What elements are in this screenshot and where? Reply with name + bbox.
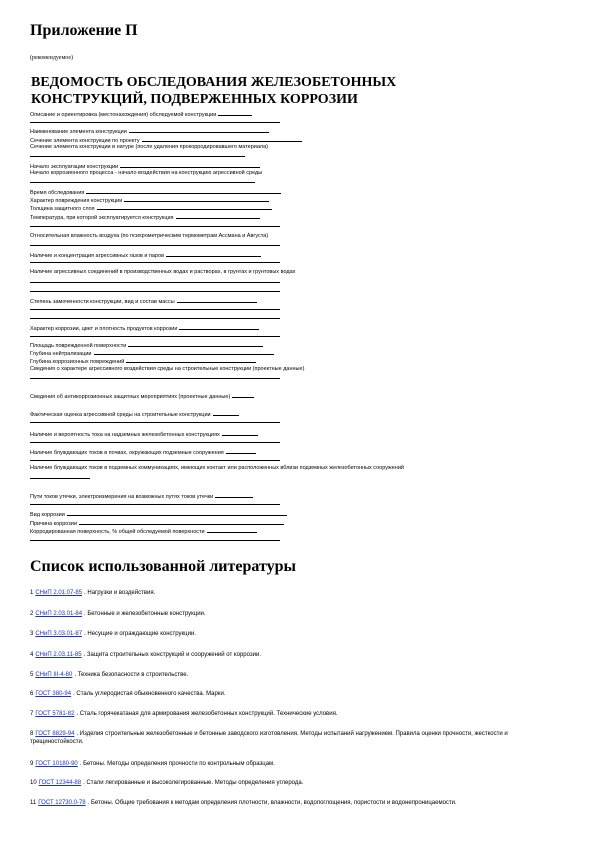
- blank-line: [30, 262, 280, 263]
- form-field: Наличие блуждающих токов в подземных коммуникациях, имеющих контакт или расположенных вблизи подземных железобетонных сооружений: [30, 465, 404, 471]
- reference-item: 4 СНиП 2.03.11-85 . Защита строительных конструкций и сооружений от коррозии.: [30, 652, 262, 658]
- form-field: Корродированная поверхность, % общей обследуемой поверхности: [30, 527, 257, 536]
- blank-line: [30, 182, 255, 183]
- recommended-note: (рекомендуемое): [30, 55, 73, 61]
- blank-line: [30, 336, 280, 337]
- form-field: Сведения о характере агрессивного воздействия среды на строительные конструкции (проектные данные): [30, 366, 305, 372]
- form-field: Сведения об антикоррозионных защитных мероприятиях (проектные данные): [30, 392, 254, 401]
- form-field: Глубина коррозионных повреждений: [30, 357, 256, 366]
- blank-line: [30, 478, 90, 479]
- form-field: Степень замоченности конструкции, вид и состав массы: [30, 297, 257, 306]
- blank-line: [30, 540, 280, 541]
- statement-title-line-2: КОНСТРУКЦИЙ, ПОДВЕРЖЕННЫХ КОРРОЗИИ: [31, 92, 358, 107]
- form-field: Характер коррозии, цвет и плотность продуктов коррозии: [30, 324, 259, 333]
- form-field: Сечение элемента конструкции в натуре (после удаления прокорродировавшего материала): [30, 144, 269, 150]
- form-field: Начало эксплуатации конструкции: [30, 162, 260, 171]
- appendix-title: Приложение П: [30, 22, 138, 39]
- blank-line: [30, 309, 280, 310]
- reference-item: 9 ГОСТ 10180-90 . Бетоны. Методы определения прочности по контрольным образцам.: [30, 761, 275, 767]
- form-field: Фактическая оценка агрессивной среды на строительные конструкции: [30, 410, 239, 419]
- reference-item: 7 ГОСТ 5781-82 . Сталь горячекатаная для армирования железобетонных конструкций. Технические условия.: [30, 711, 338, 717]
- form-field: Пути токов утечки, электроизмерения на возможных путях токов утечки: [30, 492, 253, 501]
- form-field: Относительная влажность воздуха (по психрометрическим термометрам Ассмана и Августа): [30, 233, 269, 239]
- form-field: Наличие агрессивных соединений в производственных водах и растворах, в грунтах и грунтовых водах: [30, 269, 296, 275]
- reference-item: 8 ГОСТ 8829-94 . Изделия строительные железобетонные и бетонные заводского изготовления. Методы испытаний нагружением. Правила оценки прочности, жесткости и трещиностойкости.: [30, 731, 508, 745]
- reference-item: 11 ГОСТ 12730.0-78 . Бетоны. Общие требования к методам определения плотности, влажности, водопоглощения, пористости и водонепроницаемости.: [30, 800, 457, 806]
- blank-line: [30, 504, 280, 505]
- form-field: Толщина защитного слоя: [30, 204, 272, 213]
- form-field: Температура, при которой эксплуатируется конструкция: [30, 213, 260, 222]
- form-field: Глубина нейтрализации: [30, 349, 274, 358]
- blank-line: [30, 156, 245, 157]
- form-field: Начало коррозионного процесса - начало воздействия на конструкцию агрессивной среды: [30, 170, 263, 176]
- reference-link[interactable]: СНиП III-4-80: [35, 672, 73, 678]
- blank-line: [30, 442, 280, 443]
- reference-item: 10 ГОСТ 12344-88 . Стали легированные и высоколегированные. Методы определения углерода.: [30, 780, 304, 786]
- reference-item: 5 СНиП III-4-80 . Техника безопасности в строительстве.: [30, 672, 189, 678]
- reference-link[interactable]: ГОСТ 5781-82: [35, 711, 75, 717]
- reference-link[interactable]: СНиП 2.03.01-84: [35, 611, 83, 617]
- reference-item: 2 СНиП 2.03.01-84 . Бетонные и железобетонные конструкции.: [30, 611, 206, 617]
- blank-line: [30, 318, 280, 319]
- blank-line: [30, 282, 280, 283]
- reference-item: 3 СНиП 3.03.01-87 . Несущие и ограждающие конструкции.: [30, 631, 196, 637]
- form-field: Сечение элемента конструкции по проекту: [30, 136, 302, 145]
- form-field: Площадь поврежденной поверхности: [30, 341, 263, 350]
- form-field: Причина коррозии: [30, 519, 284, 528]
- blank-line: [30, 460, 280, 461]
- reference-link[interactable]: ГОСТ 8829-94: [35, 731, 75, 737]
- blank-line: [30, 226, 280, 227]
- statement-title-line-1: ВЕДОМОСТЬ ОБСЛЕДОВАНИЯ ЖЕЛЕЗОБЕТОННЫХ: [31, 75, 397, 90]
- form-field: Вид коррозии: [30, 510, 287, 519]
- form-field: Наименование элемента конструкции: [30, 127, 269, 136]
- blank-line: [30, 122, 280, 123]
- blank-line: [30, 422, 280, 423]
- form-field: Время обследования: [30, 188, 281, 197]
- reference-link[interactable]: ГОСТ 10180-90: [35, 761, 78, 767]
- form-field: Наличие блуждающих токов в почвах, окружающих подземные сооружения: [30, 448, 256, 457]
- reference-link[interactable]: ГОСТ 12730.0-78: [38, 800, 86, 806]
- reference-item: 6 ГОСТ 380-94 . Сталь углеродистая обыкновенного качества. Марки.: [30, 691, 226, 697]
- form-field: Наличие и вероятность тока на надземных железобетонных конструкциях: [30, 430, 258, 439]
- reference-link[interactable]: СНиП 2.01.07-85: [35, 590, 83, 596]
- blank-line: [30, 291, 280, 292]
- form-field: Описание и ориентировка (местонахождения) обследуемой конструкции: [30, 110, 252, 119]
- form-field: Наличие и концентрация агрессивных газов и паров: [30, 251, 261, 260]
- blank-line: [30, 245, 280, 246]
- reference-link[interactable]: ГОСТ 12344-88: [38, 780, 82, 786]
- reference-link[interactable]: СНиП 3.03.01-87: [35, 631, 83, 637]
- form-field: Характер повреждения конструкции: [30, 196, 269, 205]
- reference-link[interactable]: СНиП 2.03.11-85: [35, 652, 82, 658]
- reference-item: 1 СНиП 2.01.07-85 . Нагрузки и воздействия.: [30, 590, 156, 596]
- reference-link[interactable]: ГОСТ 380-94: [35, 691, 72, 697]
- literature-title: Список использованной литературы: [30, 558, 296, 575]
- blank-line: [30, 378, 280, 379]
